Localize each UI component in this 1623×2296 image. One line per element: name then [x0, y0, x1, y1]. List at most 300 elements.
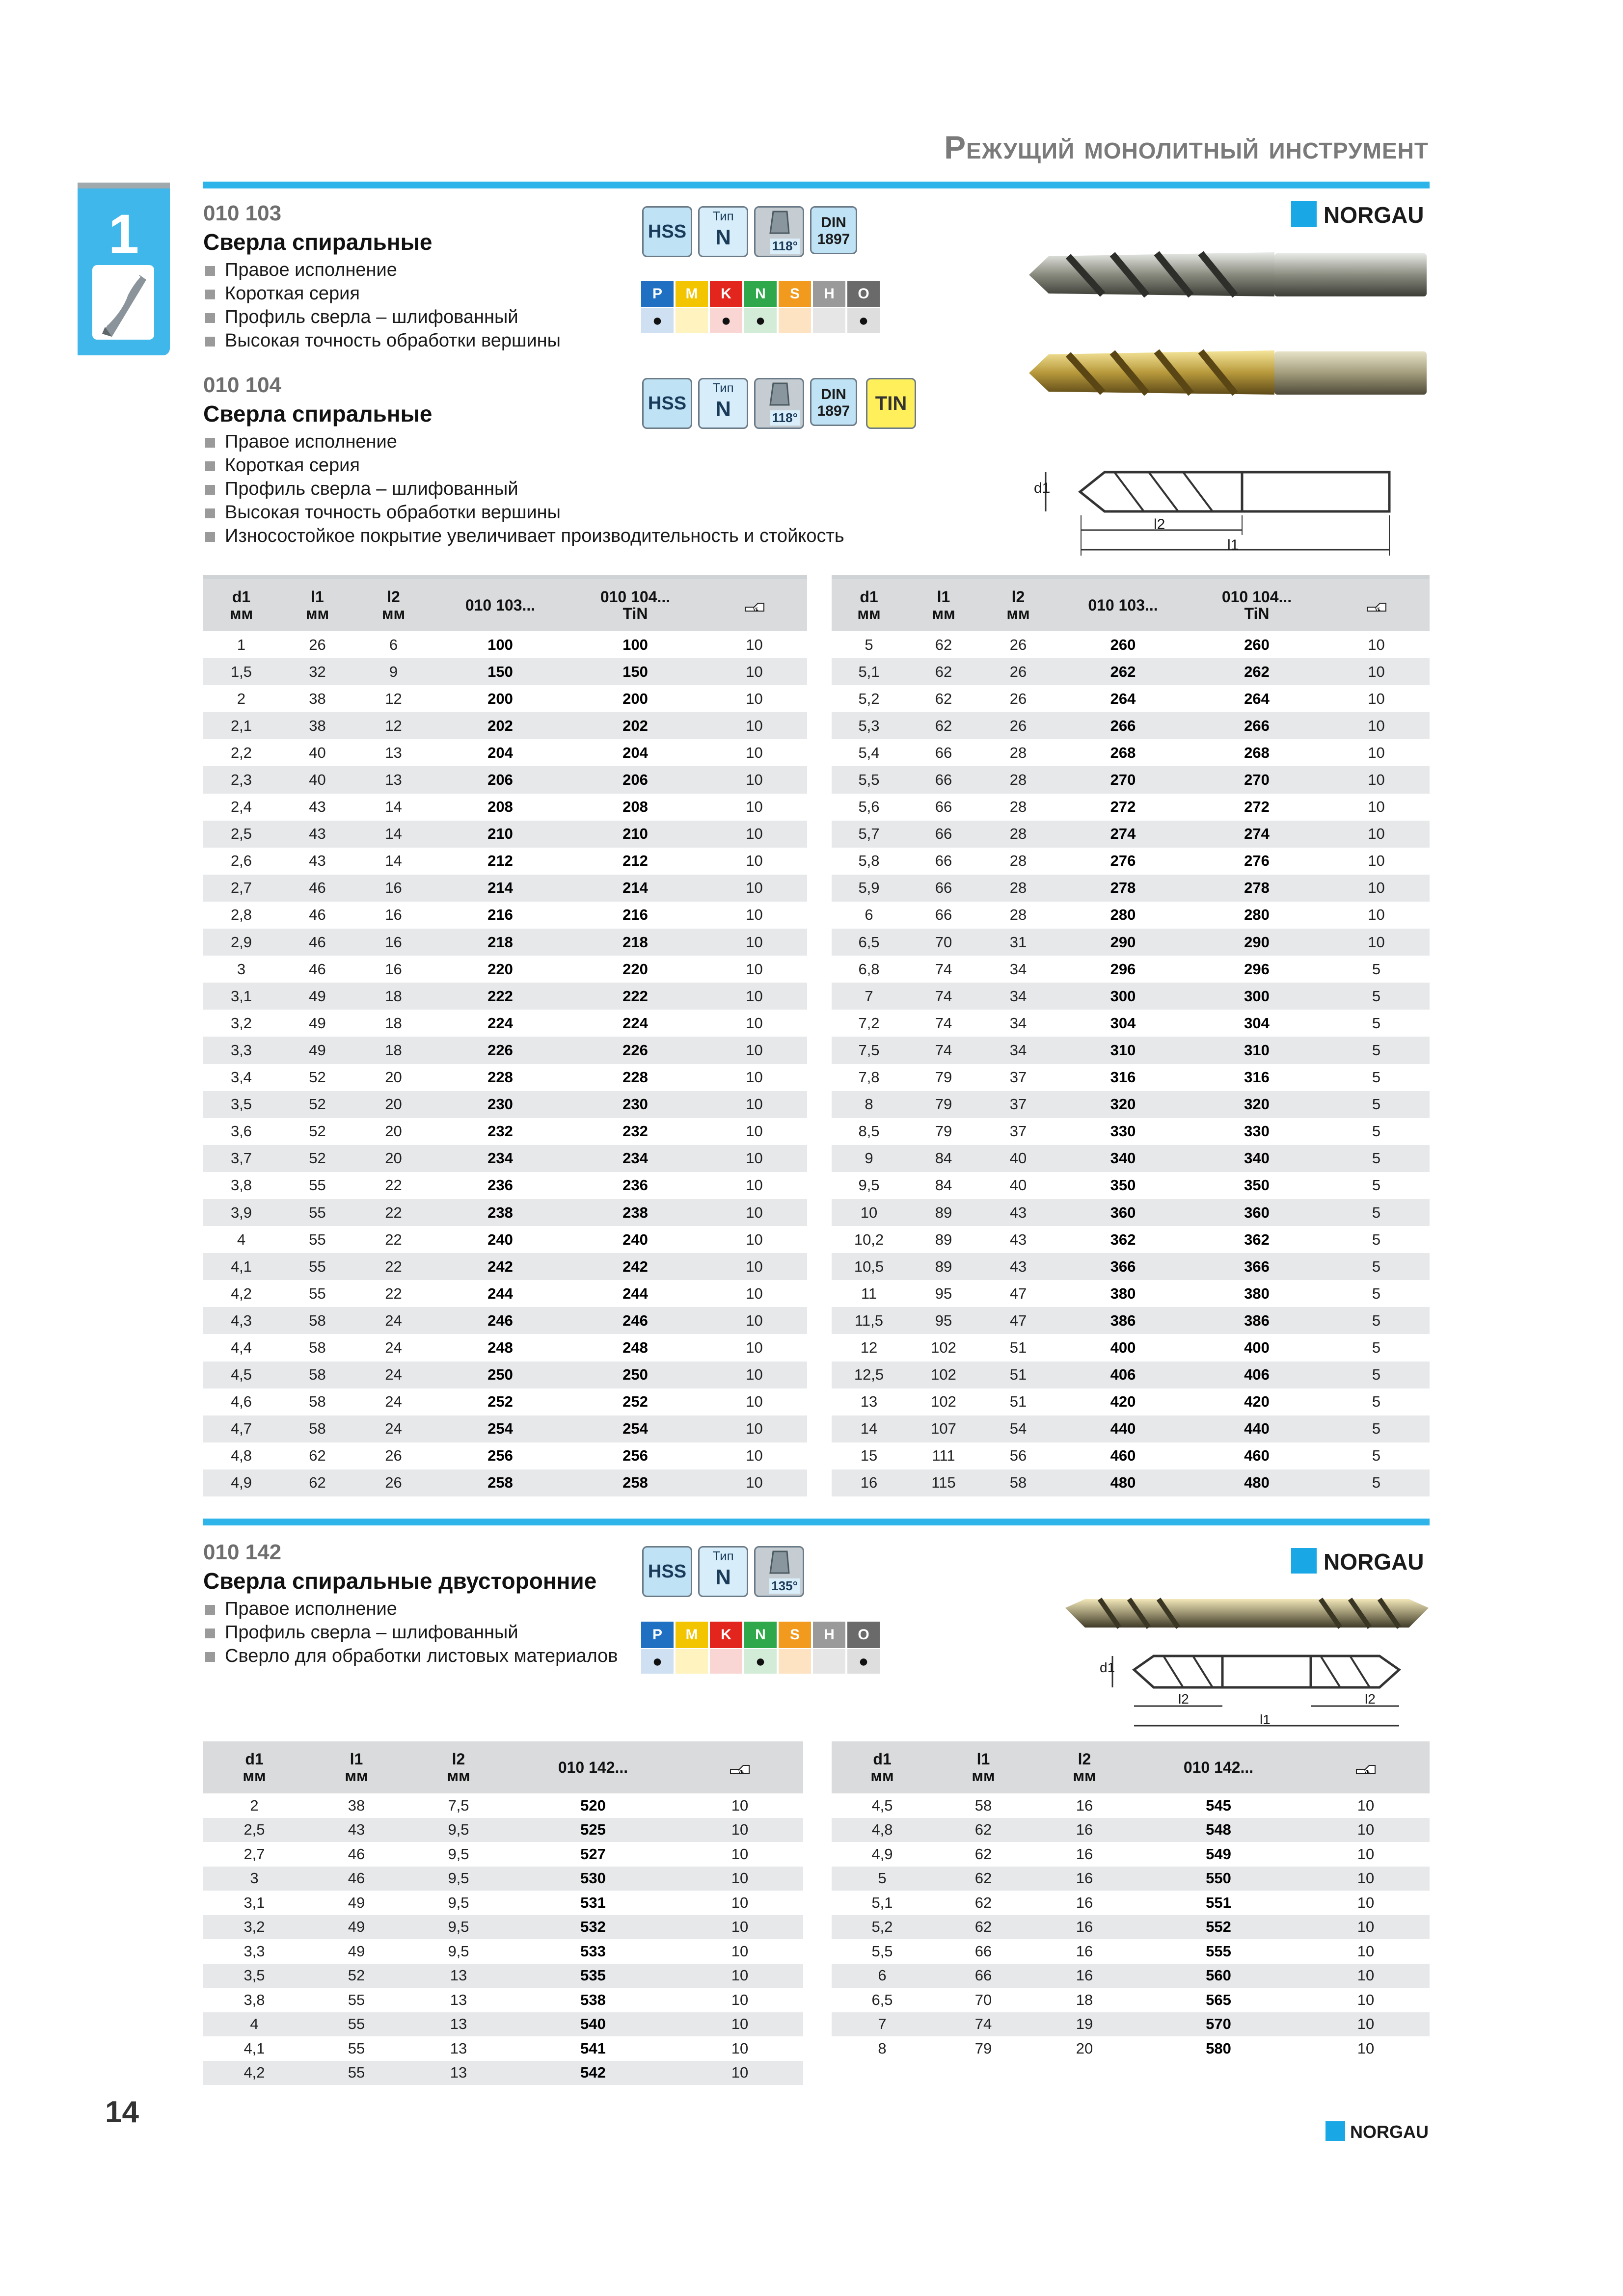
table-cell: 9,5: [448, 1942, 469, 1960]
table-cell: 51: [981, 1362, 1055, 1388]
table-cell: 4,9: [203, 1469, 279, 1496]
product-103-block: [203, 201, 561, 352]
table-row: [832, 1172, 1430, 1199]
table-cell: 222: [432, 983, 569, 1010]
table-row: [203, 821, 807, 848]
brand-name: NORGAU: [1350, 2122, 1429, 2142]
table-cell: 204: [622, 744, 648, 761]
table-cell: 5,1: [832, 658, 906, 685]
table-cell: 5,7: [832, 821, 906, 848]
table-cell: 254: [569, 1415, 702, 1442]
table-cell: 222: [569, 983, 702, 1010]
table-cell: 2,7: [203, 875, 279, 902]
table-cell: 10: [702, 1199, 807, 1226]
table-row: [203, 1842, 803, 1867]
drill-photo-double: [1065, 1595, 1429, 1634]
table-cell: 28: [981, 875, 1055, 902]
table-cell: 386: [1055, 1307, 1190, 1334]
col-pack-qty: [1302, 1741, 1430, 1793]
material-label: P: [641, 1622, 674, 1648]
table-cell: 18: [385, 1014, 402, 1032]
table-cell: 66: [974, 1942, 992, 1960]
material-mark: [676, 308, 708, 333]
page-number: 14: [105, 2095, 139, 2129]
table-cell: 66: [935, 798, 952, 816]
table-cell: 111: [932, 1447, 955, 1465]
table-cell: 74: [935, 1014, 952, 1032]
table-cell: 13: [385, 744, 402, 761]
table-cell: 304: [1244, 1014, 1270, 1032]
table-cell: 32: [279, 658, 355, 685]
table-cell: 208: [487, 798, 513, 816]
table-cell: 310: [1055, 1037, 1190, 1064]
table-cell: 9,5: [407, 1915, 510, 1940]
table-cell: 58: [279, 1362, 355, 1388]
table-cell: 240: [622, 1230, 648, 1248]
table-cell: 218: [432, 929, 569, 956]
table-row: [203, 766, 807, 793]
table-cell: 316: [1244, 1068, 1270, 1086]
table-cell: 3,3: [243, 1942, 265, 1960]
table-cell: 66: [933, 1964, 1034, 1988]
product-code: 010 104: [203, 373, 282, 397]
table-cell: 10: [676, 1964, 803, 1988]
table-cell: 10: [746, 1014, 763, 1032]
package-quantity-icon: [743, 600, 766, 613]
table-cell: 260: [1110, 636, 1136, 653]
table-cell: 5: [1372, 1068, 1381, 1086]
table-cell: 12: [355, 712, 432, 739]
feature-list: [203, 1597, 618, 1668]
table-cell: 4,5: [871, 1796, 893, 1814]
table-cell: 545: [1206, 1796, 1231, 1814]
table-cell: 22: [355, 1199, 432, 1226]
table-cell: 10,5: [832, 1253, 906, 1280]
table-cell: 10: [676, 1867, 803, 1891]
material-label: S: [779, 281, 811, 307]
table-cell: 10: [731, 1942, 749, 1960]
feature-item: Высокая точность обработки вершины: [203, 501, 844, 524]
table-cell: 79: [935, 1068, 952, 1086]
table-cell: 5: [1372, 1338, 1381, 1356]
table-row: [832, 1891, 1430, 1915]
din-label: DIN: [821, 386, 846, 402]
table-cell: 58: [309, 1393, 326, 1411]
table-cell: 4,2: [203, 2061, 305, 2085]
table-cell: 51: [1009, 1338, 1027, 1356]
table-row: [203, 1145, 807, 1172]
table-cell: 10: [702, 821, 807, 848]
table-cell: 46: [309, 906, 326, 924]
table-cell: 266: [1055, 712, 1190, 739]
table-cell: 49: [305, 1915, 407, 1940]
table-cell: 531: [580, 1894, 606, 1911]
table-cell: 10: [746, 960, 763, 978]
table-cell: 4,5: [203, 1362, 279, 1388]
table-cell: 62: [933, 1915, 1034, 1940]
table-cell: 542: [510, 2061, 676, 2085]
table-cell: 74: [935, 960, 952, 978]
angle-value: 118°: [770, 239, 800, 254]
table-body: [203, 631, 807, 1496]
table-cell: 10: [746, 1338, 763, 1356]
table-cell: 270: [1190, 766, 1323, 793]
material-mark: ●: [710, 308, 742, 333]
table-cell: 12: [860, 1338, 878, 1356]
table-cell: 216: [622, 906, 648, 924]
table-cell: 560: [1135, 1964, 1302, 1988]
feature-item: Износостойкое покрытие увеличивает производительность и стойкость: [203, 524, 844, 548]
table-cell: 10: [1357, 1796, 1375, 1814]
package-quantity-icon: [1354, 1762, 1377, 1775]
table-row: [832, 1388, 1430, 1415]
table-cell: 212: [487, 852, 513, 870]
tin-coating-badge: TIN: [866, 378, 916, 429]
material-label: O: [847, 1622, 880, 1648]
table-cell: 214: [569, 875, 702, 902]
table-cell: 10: [1302, 1818, 1430, 1842]
table-cell: 10: [1323, 929, 1430, 956]
double-drill-table-right: [832, 1741, 1430, 2061]
table-cell: 10: [746, 906, 763, 924]
l2-label: l2: [1154, 516, 1165, 533]
table-cell: 62: [933, 1818, 1034, 1842]
table-cell: 552: [1135, 1915, 1302, 1940]
table-cell: 9,5: [448, 1845, 469, 1863]
table-cell: 62: [933, 1867, 1034, 1891]
table-cell: 360: [1190, 1199, 1323, 1226]
table-cell: 238: [432, 1199, 569, 1226]
table-cell: 28: [1009, 852, 1027, 870]
table-cell: 13: [860, 1393, 878, 1411]
table-cell: 79: [906, 1091, 981, 1118]
table-cell: 258: [432, 1469, 569, 1496]
table-cell: 362: [1244, 1230, 1270, 1248]
feature-item: Короткая серия: [203, 282, 561, 305]
table-row: [203, 2012, 803, 2037]
table-cell: 10: [746, 1068, 763, 1086]
table-row: [203, 1334, 807, 1361]
table-cell: 3,3: [203, 1037, 279, 1064]
table-cell: 16: [1076, 1796, 1093, 1814]
table-cell: 316: [1110, 1068, 1136, 1086]
table-cell: 5: [1323, 1145, 1430, 1172]
table-body: [832, 1793, 1430, 2061]
table-cell: 246: [569, 1307, 702, 1334]
table-cell: 366: [1190, 1253, 1323, 1280]
table-cell: 8: [878, 2039, 887, 2057]
table-cell: 232: [487, 1122, 513, 1140]
table-cell: 13: [407, 2012, 510, 2037]
table-cell: 5: [1372, 1122, 1381, 1140]
table-cell: 14: [355, 821, 432, 848]
svg-text:VE: VE: [1375, 607, 1380, 612]
table-cell: 236: [622, 1176, 648, 1194]
table-cell: 240: [487, 1230, 513, 1248]
table-cell: 18: [1076, 1991, 1093, 2008]
table-cell: 38: [309, 690, 326, 707]
table-cell: 16: [1034, 1818, 1135, 1842]
table-cell: 22: [385, 1176, 402, 1194]
table-cell: 10: [702, 1469, 807, 1496]
table-cell: 12: [385, 690, 402, 707]
table-cell: 47: [981, 1307, 1055, 1334]
table-row: [203, 1010, 807, 1037]
table-cell: 34: [981, 983, 1055, 1010]
table-cell: 10: [676, 2012, 803, 2037]
table-row: [203, 875, 807, 902]
table-cell: 10: [746, 798, 763, 816]
table-cell: 58: [309, 1338, 326, 1356]
table-cell: 2,5: [203, 1818, 305, 1842]
footer-norgau-logo: [1325, 2120, 1434, 2145]
table-row: [832, 1842, 1430, 1867]
table-cell: 362: [1110, 1230, 1136, 1248]
table-cell: 206: [432, 766, 569, 793]
table-row: [203, 1280, 807, 1307]
table-cell: 3,2: [230, 1014, 252, 1032]
table-cell: 16: [355, 875, 432, 902]
table-cell: 280: [1110, 906, 1136, 924]
table-row: [832, 1939, 1430, 1964]
col-d1: d1 мм: [203, 1741, 305, 1793]
table-cell: 266: [1190, 712, 1323, 739]
table-cell: 55: [279, 1199, 355, 1226]
table-cell: 74: [906, 1037, 981, 1064]
table-cell: 38: [348, 1796, 365, 1814]
table-cell: 3,6: [230, 1122, 252, 1140]
product-code: 010 103: [203, 201, 282, 225]
table-cell: 2,4: [230, 798, 252, 816]
table-row: [203, 1199, 807, 1226]
product-code: 010 142: [203, 1540, 282, 1564]
table-cell: 570: [1135, 2012, 1302, 2037]
table-cell: 52: [305, 1964, 407, 1988]
table-cell: 31: [981, 929, 1055, 956]
table-cell: 10,2: [854, 1230, 884, 1248]
drill-point-icon: [756, 208, 803, 237]
table-cell: 16: [1034, 1964, 1135, 1988]
table-row: [203, 794, 807, 821]
table-cell: 10: [746, 852, 763, 870]
table-cell: 406: [1190, 1362, 1323, 1388]
table-cell: 10: [746, 1447, 763, 1465]
table-cell: 11,5: [832, 1307, 906, 1334]
col-l2: l2 мм: [1034, 1741, 1135, 1793]
table-row: [203, 739, 807, 766]
table-cell: 290: [1055, 929, 1190, 956]
table-row: [203, 1442, 807, 1469]
table-cell: 234: [569, 1145, 702, 1172]
table-cell: 7: [832, 983, 906, 1010]
table-row: [832, 1362, 1430, 1388]
table-cell: 274: [1190, 821, 1323, 848]
table-row: [832, 983, 1430, 1010]
table-cell: 228: [487, 1068, 513, 1086]
table-cell: 66: [906, 821, 981, 848]
table-cell: 20: [385, 1122, 402, 1140]
table-row: [203, 1037, 807, 1064]
table-cell: 420: [1244, 1393, 1270, 1411]
table-cell: 262: [1190, 658, 1323, 685]
table-cell: 300: [1055, 983, 1190, 1010]
material-mark: ●: [847, 1649, 880, 1674]
table-cell: 66: [935, 906, 952, 924]
drill-point-icon: [756, 379, 803, 409]
table-cell: 89: [935, 1230, 952, 1248]
double-drill-table-left: [203, 1741, 803, 2085]
table-cell: 254: [432, 1415, 569, 1442]
drill-point-icon: [756, 1548, 803, 1577]
table-row: [203, 1172, 807, 1199]
table-cell: 228: [622, 1068, 648, 1086]
table-cell: 5,8: [858, 852, 880, 870]
table-cell: 55: [279, 1253, 355, 1280]
table-cell: 10: [746, 636, 763, 653]
brand-square-icon: [1325, 2121, 1345, 2141]
table-cell: 244: [487, 1284, 513, 1302]
table-cell: 5: [1372, 960, 1381, 978]
table-cell: 7,5: [832, 1037, 906, 1064]
section-rule: [203, 1519, 1430, 1525]
table-cell: 9,5: [448, 1894, 469, 1911]
table-cell: 47: [1009, 1284, 1027, 1302]
col-l2: l2 мм: [407, 1741, 510, 1793]
product-title: Сверла спиральные: [203, 229, 433, 255]
table-cell: 58: [974, 1796, 992, 1814]
table-row: [832, 685, 1430, 712]
table-cell: 52: [309, 1068, 326, 1086]
table-cell: 26: [309, 636, 326, 653]
table-row: [832, 1037, 1430, 1064]
drill-photo-hss: [1029, 245, 1432, 304]
table-cell: 10: [731, 1845, 749, 1863]
table-top-rule: [203, 575, 807, 579]
table-cell: 150: [432, 658, 569, 685]
table-cell: 40: [1009, 1176, 1027, 1194]
din-value: 1897: [817, 403, 850, 419]
table-cell: 208: [622, 798, 648, 816]
table-cell: 3,1: [243, 1894, 265, 1911]
table-cell: 220: [622, 960, 648, 978]
table-cell: 226: [432, 1037, 569, 1064]
table-cell: 541: [580, 2039, 606, 2057]
table-cell: 244: [622, 1284, 648, 1302]
hss-badge: HSS: [642, 1546, 692, 1597]
table-cell: 58: [981, 1469, 1055, 1496]
table-row: [203, 1939, 803, 1964]
table-cell: 10: [1368, 852, 1385, 870]
table-cell: 20: [385, 1068, 402, 1086]
table-row: [832, 631, 1430, 658]
table-cell: 26: [981, 712, 1055, 739]
table-cell: 272: [1110, 798, 1136, 816]
table-cell: 216: [487, 906, 513, 924]
table-cell: 6: [865, 906, 873, 924]
table-cell: 10: [702, 1362, 807, 1388]
table-cell: 10: [676, 1915, 803, 1940]
table-row: [203, 983, 807, 1010]
feature-item: Сверло для обработки листовых материалов: [203, 1644, 618, 1668]
table-cell: 5: [1372, 1393, 1381, 1411]
table-row: [832, 1145, 1430, 1172]
table-cell: 10: [1357, 1845, 1375, 1863]
din-badge: [810, 378, 857, 426]
table-cell: 13: [407, 2061, 510, 2085]
table-cell: 272: [1244, 798, 1270, 816]
table-cell: 533: [580, 1942, 606, 1960]
table-cell: 24: [355, 1307, 432, 1334]
type-label: Тип: [712, 1548, 734, 1563]
table-cell: 62: [906, 658, 981, 685]
table-cell: 366: [1055, 1253, 1190, 1280]
table-cell: 202: [569, 712, 702, 739]
material-mark: [676, 1649, 708, 1674]
table-cell: 10: [702, 1091, 807, 1118]
table-row: [832, 848, 1430, 875]
product-142-block: [203, 1540, 618, 1668]
feature-item: Высокая точность обработки вершины: [203, 329, 561, 352]
table-cell: 51: [1009, 1393, 1027, 1411]
table-cell: 10: [1357, 1991, 1375, 2008]
table-cell: 16: [385, 906, 402, 924]
table-cell: 49: [348, 1894, 365, 1911]
table-cell: 380: [1110, 1284, 1136, 1302]
material-strip-142: [641, 1622, 889, 1676]
table-cell: 9,5: [858, 1176, 880, 1194]
table-row: [203, 1064, 807, 1091]
table-row: [832, 1064, 1430, 1091]
table-cell: 10: [746, 690, 763, 707]
table-row: [203, 631, 807, 658]
table-cell: 12,5: [832, 1362, 906, 1388]
type-label: Тип: [712, 209, 734, 223]
table-cell: 274: [1055, 821, 1190, 848]
table-row: [832, 1415, 1430, 1442]
table-cell: 10: [746, 744, 763, 761]
table-cell: 40: [279, 766, 355, 793]
table-cell: 49: [279, 983, 355, 1010]
table-cell: 200: [487, 690, 513, 707]
table-cell: 320: [1055, 1091, 1190, 1118]
table-cell: 5: [1372, 1284, 1381, 1302]
table-row: [203, 1964, 803, 1988]
table-row: [203, 2036, 803, 2061]
table-cell: 3,9: [203, 1199, 279, 1226]
drill-table-left: [203, 579, 807, 1496]
table-row: [832, 875, 1430, 902]
table-cell: 6: [832, 1964, 933, 1988]
table-cell: 28: [1009, 744, 1027, 761]
table-cell: 3,8: [230, 1176, 252, 1194]
table-cell: 330: [1110, 1122, 1136, 1140]
table-cell: 10: [832, 1199, 906, 1226]
material-mark: ●: [641, 1649, 674, 1674]
material-mark: ●: [744, 308, 777, 333]
table-cell: 22: [355, 1253, 432, 1280]
table-cell: 10: [702, 1253, 807, 1280]
table-row: [832, 956, 1430, 983]
table-cell: 250: [432, 1362, 569, 1388]
table-cell: 20: [1076, 2039, 1093, 2057]
table-cell: 6: [389, 636, 398, 653]
col-l1: l1 мм: [279, 579, 355, 631]
table-cell: 70: [974, 1991, 992, 2008]
table-cell: 26: [981, 658, 1055, 685]
table-cell: 56: [1009, 1447, 1027, 1465]
table-cell: 28: [981, 766, 1055, 793]
table-cell: 66: [935, 744, 952, 761]
